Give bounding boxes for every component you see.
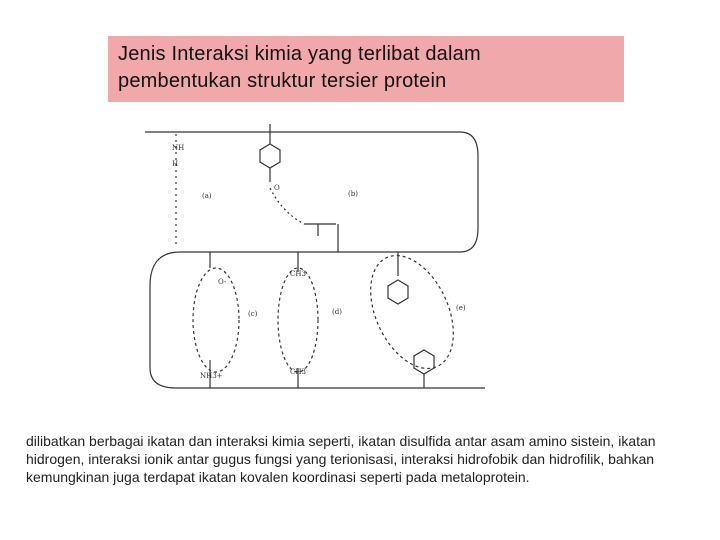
label-c: (c) bbox=[248, 310, 258, 318]
label-ch3-top: CH3 bbox=[290, 270, 306, 278]
benzene-ring-lower bbox=[414, 350, 434, 374]
label-nh3: NH3+ bbox=[200, 372, 223, 380]
ionic-interaction-c bbox=[193, 268, 239, 372]
label-d: (d) bbox=[332, 308, 342, 316]
title-banner bbox=[108, 36, 624, 102]
aromatic-interaction-e bbox=[354, 242, 470, 381]
label-o-top: O bbox=[274, 184, 280, 192]
backbone-upper bbox=[145, 132, 478, 252]
protein-tertiary-structure-diagram bbox=[140, 116, 500, 396]
label-b: (b) bbox=[348, 190, 358, 198]
label-ch3-bottom: CH3 bbox=[290, 368, 306, 376]
label-nh-top: NH bbox=[172, 144, 185, 152]
hydrogen-bond-b bbox=[270, 188, 304, 224]
label-e: (e) bbox=[456, 304, 466, 312]
label-a: (a) bbox=[202, 192, 212, 200]
benzene-ring-upper bbox=[260, 144, 280, 168]
label-h: H bbox=[172, 160, 179, 168]
caption-text: dilibatkan berbagai ikatan dan interaksi kimia seperti, ikatan disulfida antar asam amino sistein, ikatan hidrogen, interaksi ionik antar gugus fungsi yang terionisasi, interaksi hidrofobik dan hidrofilik, bahkan kemungkinan juga terdapat ikatan kovalen koordinasi seperti pada metaloprotein. bbox=[26, 433, 656, 485]
label-o-minus: O- bbox=[218, 278, 227, 286]
title-line-2: pembentukan struktur tersier protein bbox=[118, 70, 447, 92]
benzene-ring-mid bbox=[388, 280, 408, 304]
title-line-1: Jenis Interaksi kimia yang terlibat dalam bbox=[118, 43, 481, 65]
hydrophobic-interaction-d bbox=[278, 268, 318, 372]
